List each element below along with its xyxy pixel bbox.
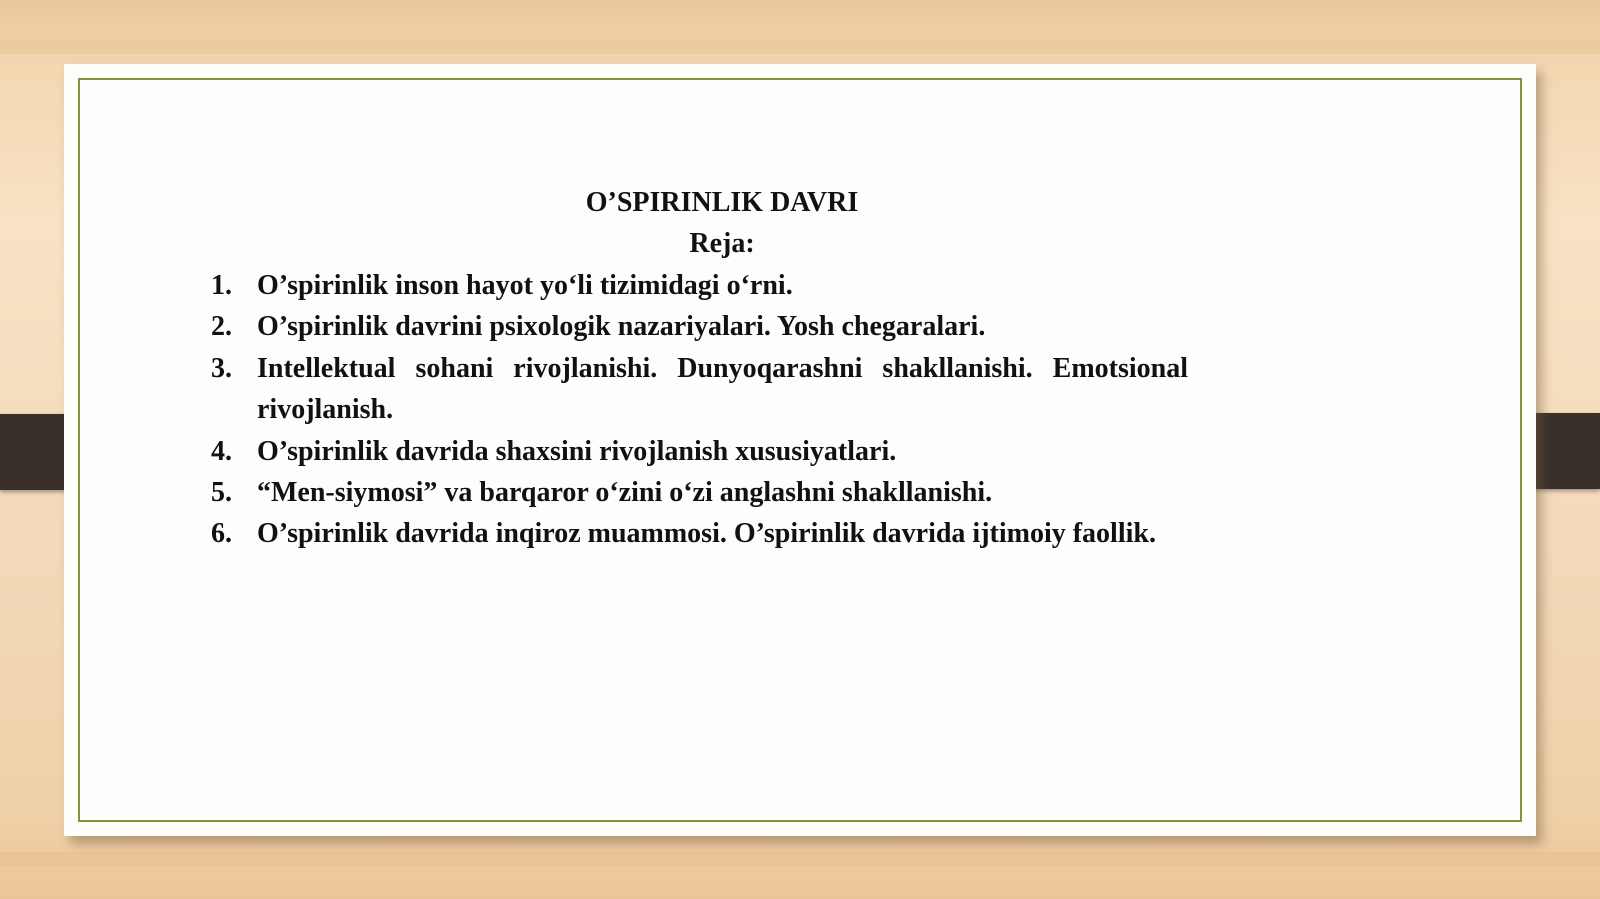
list-item-text: O’spirinlik davrini psixologik nazariyalari. Yosh chegaralari. [257,311,986,343]
list-item-number: 2. [211,311,232,343]
list-item-number: 1. [211,270,232,301]
list-item [211,348,1188,431]
list-item [211,513,1188,554]
list-item-number: 5. [211,477,232,509]
list-item [211,431,1188,472]
slide-subtitle: Reja: [689,228,755,259]
list-item-text: O’spirinlik inson hayot yo‘li tizimidagi o‘rni. [257,270,793,301]
list-item-text: Intellektual sohani rivojlanishi. Dunyoqarashni shakllanishi. Emotsional rivojlanish. [257,352,1188,426]
background-wood-streak [0,852,1600,866]
list-item [211,472,1188,513]
slide-title: O’SPIRINLIK DAVRI [585,187,859,218]
list-item-text: O’spirinlik davrida shaxsini rivojlanish xususiyatlari. [257,435,897,467]
list-item-number: 6. [211,518,232,550]
list-item [211,265,1188,306]
list-item-number: 4. [211,435,232,467]
background-wood-streak [0,40,1600,54]
list-item-text: O’spirinlik davrida inqiroz muammosi. O’spirinlik davrida ijtimoiy faollik. [257,518,1156,550]
plan-list [211,265,1188,555]
list-item [211,306,1188,347]
list-item-number: 3. [211,352,232,384]
list-item-text: “Men-siymosi” va barqaror o‘zini o‘zi anglashni shakllanishi. [257,477,993,509]
